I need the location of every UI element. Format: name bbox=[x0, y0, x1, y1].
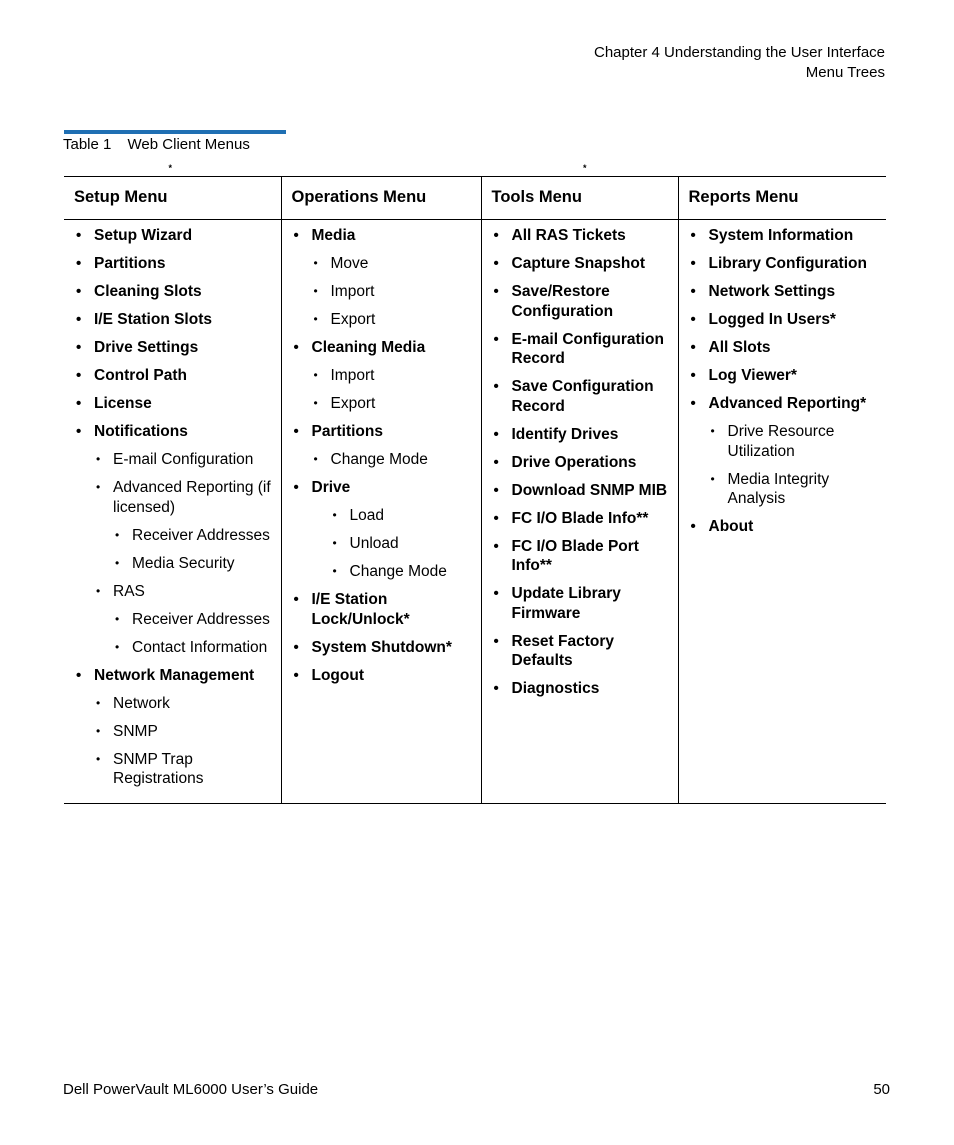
web-client-menus-table bbox=[64, 163, 886, 804]
bullet-icon: • bbox=[76, 255, 82, 272]
column-header-tools: Tools Menu* bbox=[481, 177, 678, 220]
menu-item bbox=[74, 394, 275, 414]
setup-menu-list bbox=[74, 226, 275, 789]
menu-item bbox=[689, 338, 881, 358]
menu-item bbox=[292, 450, 475, 470]
menu-item bbox=[292, 282, 475, 302]
bullet-icon: • bbox=[76, 339, 82, 356]
menu-item bbox=[74, 750, 275, 789]
menu-item-label: Partitions bbox=[311, 423, 383, 440]
bullet-icon: • bbox=[493, 453, 499, 471]
menu-item-label: SNMP bbox=[113, 722, 158, 740]
menu-item-label: Log Viewer* bbox=[708, 367, 797, 384]
bullet-icon: • bbox=[493, 330, 499, 348]
menu-item-label: All Slots bbox=[708, 339, 771, 356]
menu-item-label: All RAS Tickets bbox=[511, 227, 626, 244]
bullet-icon: • bbox=[96, 723, 101, 738]
menu-item bbox=[292, 226, 475, 246]
operations-menu-cell bbox=[281, 220, 481, 804]
bullet-icon: • bbox=[493, 425, 499, 443]
menu-item-label: SNMP Trap Registrations bbox=[113, 750, 204, 787]
menu-item bbox=[492, 330, 672, 369]
menu-item bbox=[689, 366, 881, 386]
bullet-icon: • bbox=[690, 518, 696, 535]
menu-item-label: Drive bbox=[311, 479, 351, 496]
menu-item-label: Advanced Reporting (if licensed) bbox=[113, 479, 271, 516]
reports-menu-list bbox=[689, 226, 881, 537]
bullet-icon: • bbox=[76, 311, 82, 328]
menu-item bbox=[292, 254, 475, 274]
menu-item-label: Identify Drives bbox=[511, 425, 619, 443]
menu-item-label: Partitions bbox=[94, 255, 166, 272]
bullet-icon: • bbox=[690, 367, 696, 384]
bullet-icon: • bbox=[332, 508, 337, 522]
bullet-icon: • bbox=[332, 536, 337, 550]
menu-item bbox=[74, 282, 275, 302]
menu-item-label: E-mail Configuration bbox=[113, 451, 254, 468]
menu-item-label: Save Configuration Record bbox=[511, 378, 654, 415]
menu-item bbox=[74, 610, 275, 630]
bullet-icon: • bbox=[313, 368, 318, 382]
menu-item bbox=[74, 478, 275, 517]
menu-item bbox=[292, 366, 475, 386]
menu-item-label: Network Management bbox=[94, 666, 255, 684]
menu-item-label: Unload bbox=[349, 535, 399, 552]
bullet-icon: • bbox=[690, 227, 696, 244]
bullet-icon: • bbox=[690, 395, 696, 412]
menu-item-label: Media Integrity Analysis bbox=[727, 470, 830, 507]
bullet-icon: • bbox=[493, 255, 499, 272]
menu-item-label: I/E Station Lock/Unlock* bbox=[311, 591, 410, 628]
menu-item bbox=[292, 478, 475, 498]
bullet-icon: • bbox=[115, 527, 120, 542]
menu-item bbox=[492, 453, 672, 473]
menu-item-label: E-mail Configuration Record bbox=[511, 330, 664, 367]
caption-rule bbox=[64, 130, 286, 134]
bullet-icon: • bbox=[76, 367, 82, 384]
menu-item bbox=[689, 282, 881, 302]
menu-item-label: Notifications bbox=[94, 423, 188, 440]
menu-item bbox=[689, 254, 881, 274]
menu-item bbox=[74, 666, 275, 686]
bullet-icon: • bbox=[293, 339, 299, 356]
menu-item bbox=[74, 310, 275, 330]
menu-item bbox=[689, 394, 881, 414]
table-number: Table 1 bbox=[63, 136, 112, 153]
menu-item bbox=[74, 366, 275, 386]
menu-item-label: Cleaning Media bbox=[311, 339, 426, 356]
menu-item-label: Media bbox=[311, 227, 356, 244]
menu-item-label: Move bbox=[330, 255, 369, 272]
menu-item bbox=[292, 506, 475, 526]
bullet-icon: • bbox=[96, 583, 101, 598]
menu-item bbox=[689, 470, 881, 509]
footer-guide-title: Dell PowerVault ML6000 User’s Guide bbox=[63, 1081, 319, 1098]
bullet-icon: • bbox=[313, 452, 318, 466]
menu-item-label: Load bbox=[349, 507, 384, 524]
menu-item-label: Setup Wizard bbox=[94, 227, 193, 244]
menu-item bbox=[689, 310, 881, 330]
menu-item-label: FC I/O Blade Info** bbox=[511, 509, 649, 527]
bullet-icon: • bbox=[313, 312, 318, 326]
tools-menu-list bbox=[492, 226, 672, 699]
bullet-icon: • bbox=[710, 471, 715, 486]
menu-item bbox=[689, 226, 881, 246]
menu-item bbox=[74, 254, 275, 274]
menu-item-label: Save/Restore Configuration bbox=[511, 283, 614, 320]
menu-item-label: Import bbox=[330, 367, 375, 384]
menu-item-label: System Information bbox=[708, 227, 854, 244]
page-number: 50 bbox=[873, 1081, 890, 1098]
bullet-icon: • bbox=[690, 255, 696, 272]
menu-item bbox=[492, 537, 672, 576]
bullet-icon: • bbox=[115, 611, 120, 626]
menu-item bbox=[492, 377, 672, 416]
bullet-icon: • bbox=[96, 452, 101, 466]
column-header-reports: Reports Menu bbox=[678, 177, 886, 220]
bullet-icon: • bbox=[115, 555, 120, 570]
menu-item-label: Media Security bbox=[132, 554, 235, 572]
bullet-icon: • bbox=[115, 639, 120, 654]
bullet-icon: • bbox=[493, 680, 499, 697]
menu-item-label: Update Library Firmware bbox=[511, 585, 621, 622]
menu-item bbox=[292, 666, 475, 686]
menu-item bbox=[492, 584, 672, 623]
menu-item-label: Network bbox=[113, 694, 170, 712]
menu-item bbox=[292, 590, 475, 629]
menu-item bbox=[292, 394, 475, 414]
menu-item bbox=[492, 282, 672, 321]
menu-item-label: FC I/O Blade Port Info** bbox=[511, 537, 639, 574]
menu-item bbox=[74, 554, 275, 574]
menu-item bbox=[292, 562, 475, 582]
bullet-icon: • bbox=[493, 283, 499, 300]
menu-item bbox=[74, 338, 275, 358]
bullet-icon: • bbox=[313, 396, 318, 410]
tools-menu-cell bbox=[481, 220, 678, 804]
bullet-icon: • bbox=[690, 283, 696, 300]
bullet-icon: • bbox=[690, 339, 696, 356]
menu-item-label: Change Mode bbox=[330, 451, 428, 468]
menu-item-label: RAS bbox=[113, 582, 145, 600]
bullet-icon: • bbox=[96, 695, 101, 710]
menu-item bbox=[492, 632, 672, 671]
menu-item-label: Drive Settings bbox=[94, 339, 199, 356]
menu-item bbox=[74, 226, 275, 246]
menu-item bbox=[492, 679, 672, 699]
operations-menu-list bbox=[292, 226, 475, 685]
menu-item-label: Export bbox=[330, 311, 376, 328]
bullet-icon: • bbox=[690, 311, 696, 328]
menu-item-label: Diagnostics bbox=[511, 680, 600, 697]
bullet-icon: • bbox=[76, 423, 82, 440]
menu-item-label: Download SNMP MIB bbox=[511, 481, 668, 499]
menu-item-label: Reset Factory Defaults bbox=[511, 632, 615, 669]
menu-item-label: Contact Information bbox=[132, 638, 268, 656]
menu-item-label: Receiver Addresses bbox=[132, 526, 270, 544]
bullet-icon: • bbox=[96, 480, 101, 494]
menu-item bbox=[74, 422, 275, 442]
chapter-title: Chapter 4 Understanding the User Interface bbox=[594, 44, 885, 61]
bullet-icon: • bbox=[293, 591, 299, 608]
menu-item-label: Library Configuration bbox=[708, 255, 867, 272]
footnote-marker: * bbox=[168, 163, 173, 173]
menu-item-label: Receiver Addresses bbox=[132, 610, 270, 628]
menu-item-label: Network Settings bbox=[708, 283, 836, 300]
menu-item bbox=[74, 450, 275, 470]
menu-item-label: Export bbox=[330, 395, 376, 412]
column-header-setup: Setup Menu* bbox=[64, 177, 281, 220]
menu-item-label: Change Mode bbox=[349, 563, 447, 580]
menu-item bbox=[292, 338, 475, 358]
menu-item bbox=[689, 517, 881, 537]
menu-item bbox=[292, 534, 475, 554]
menu-item-label: License bbox=[94, 395, 152, 412]
bullet-icon: • bbox=[293, 423, 299, 440]
menu-item bbox=[689, 422, 881, 461]
bullet-icon: • bbox=[96, 751, 101, 766]
menu-item bbox=[292, 638, 475, 658]
menu-item-label: I/E Station Slots bbox=[94, 311, 212, 328]
bullet-icon: • bbox=[493, 632, 499, 650]
running-header bbox=[594, 43, 885, 83]
column-header-operations: Operations Menu bbox=[281, 177, 481, 220]
bullet-icon: • bbox=[293, 666, 299, 684]
reports-menu-cell bbox=[678, 220, 886, 804]
table-caption bbox=[63, 135, 250, 155]
menu-item bbox=[74, 694, 275, 714]
section-title: Menu Trees bbox=[805, 64, 885, 81]
menu-item bbox=[292, 422, 475, 442]
menu-item-label: Drive Operations bbox=[511, 453, 637, 471]
menu-item bbox=[492, 226, 672, 246]
menu-item-label: Cleaning Slots bbox=[94, 283, 202, 300]
setup-menu-cell bbox=[64, 220, 281, 804]
bullet-icon: • bbox=[76, 666, 82, 684]
footnote-marker: * bbox=[582, 163, 587, 173]
bullet-icon: • bbox=[493, 509, 499, 527]
menu-item bbox=[492, 254, 672, 274]
menu-item-label: System Shutdown* bbox=[311, 638, 452, 656]
bullet-icon: • bbox=[493, 227, 499, 244]
bullet-icon: • bbox=[76, 283, 82, 300]
menu-item-label: Capture Snapshot bbox=[511, 255, 645, 272]
menu-item bbox=[492, 425, 672, 445]
menu-item-label: Import bbox=[330, 283, 375, 300]
menu-item-label: Advanced Reporting* bbox=[708, 395, 867, 412]
bullet-icon: • bbox=[293, 227, 299, 244]
table-title: Web Client Menus bbox=[127, 136, 250, 153]
bullet-icon: • bbox=[313, 284, 318, 298]
bullet-icon: • bbox=[332, 564, 337, 578]
menu-item-label: About bbox=[708, 518, 754, 535]
bullet-icon: • bbox=[710, 424, 715, 438]
bullet-icon: • bbox=[493, 585, 499, 602]
bullet-icon: • bbox=[493, 378, 499, 395]
menu-item bbox=[74, 638, 275, 658]
bullet-icon: • bbox=[493, 537, 499, 555]
menu-item bbox=[74, 582, 275, 602]
menu-item bbox=[74, 526, 275, 546]
menu-item-label: Control Path bbox=[94, 367, 187, 384]
bullet-icon: • bbox=[76, 395, 82, 412]
menu-item bbox=[492, 481, 672, 501]
menu-item bbox=[292, 310, 475, 330]
menu-item-label: Logout bbox=[311, 666, 365, 684]
menu-item bbox=[74, 722, 275, 742]
bullet-icon: • bbox=[293, 638, 299, 656]
bullet-icon: • bbox=[313, 256, 318, 270]
bullet-icon: • bbox=[293, 479, 299, 496]
bullet-icon: • bbox=[76, 227, 82, 244]
menu-item bbox=[492, 509, 672, 529]
menu-item-label: Drive Resource Utilization bbox=[727, 423, 835, 460]
menu-item-label: Logged In Users* bbox=[708, 311, 836, 328]
bullet-icon: • bbox=[493, 481, 499, 499]
